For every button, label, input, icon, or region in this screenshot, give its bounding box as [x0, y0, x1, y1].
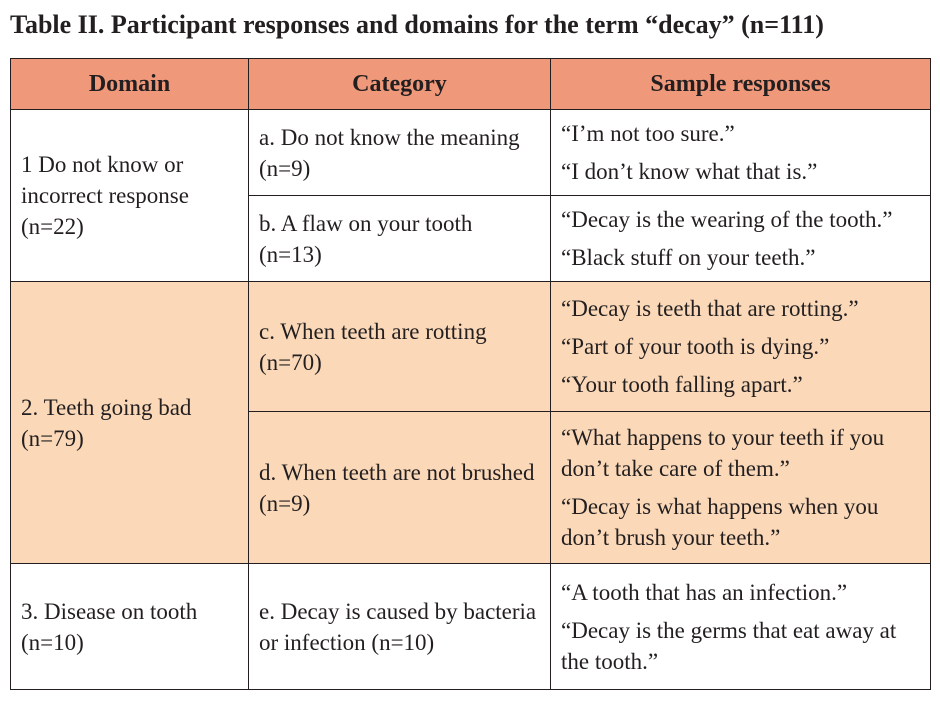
sample-response: “Decay is teeth that are rotting.”	[561, 296, 859, 321]
header-category: Category	[249, 59, 551, 110]
responses-cell	[551, 196, 931, 282]
table-row	[11, 564, 931, 690]
sample-response: “Black stuff on your teeth.”	[561, 245, 816, 270]
domain-cell: 1 Do not know or incorrect response (n=22)	[11, 110, 249, 282]
table-title: Table II. Participant responses and domains for the term “decay” (n=111)	[10, 10, 824, 39]
header-domain: Domain	[11, 59, 249, 110]
responses-table	[10, 58, 931, 690]
sample-response: “Decay is the wearing of the tooth.”	[561, 207, 893, 232]
sample-response: “Part of your tooth is dying.”	[561, 334, 830, 359]
sample-response: “What happens to your teeth if you don’t take care of them.”	[561, 425, 885, 481]
responses-cell	[551, 564, 931, 690]
responses-cell	[551, 282, 931, 412]
sample-response: “Your tooth falling apart.”	[561, 372, 803, 397]
sample-response: “A tooth that has an infection.”	[561, 579, 848, 605]
responses-cell	[551, 110, 931, 196]
category-cell: b. A flaw on your tooth (n=13)	[249, 196, 551, 282]
table-row	[11, 282, 931, 412]
header-sample-responses: Sample responses	[551, 59, 931, 110]
domain-cell: 3. Disease on tooth (n=10)	[11, 564, 249, 690]
responses-cell	[551, 412, 931, 564]
table-row	[11, 110, 931, 196]
category-cell: d. When teeth are not brushed (n=9)	[249, 412, 551, 564]
category-cell: c. When teeth are rotting (n=70)	[249, 282, 551, 412]
sample-response: “Decay is the germs that eat away at the tooth.”	[561, 617, 897, 674]
category-cell: e. Decay is caused by bacteria or infection (n=10)	[249, 564, 551, 690]
category-cell: a. Do not know the meaning (n=9)	[249, 110, 551, 196]
header-row	[11, 59, 931, 110]
sample-response: “Decay is what happens when you don’t brush your teeth.”	[561, 494, 879, 550]
sample-response: “I’m not too sure.”	[561, 121, 735, 146]
sample-response: “I don’t know what that is.”	[561, 159, 818, 184]
domain-cell: 2. Teeth going bad (n=79)	[11, 282, 249, 564]
